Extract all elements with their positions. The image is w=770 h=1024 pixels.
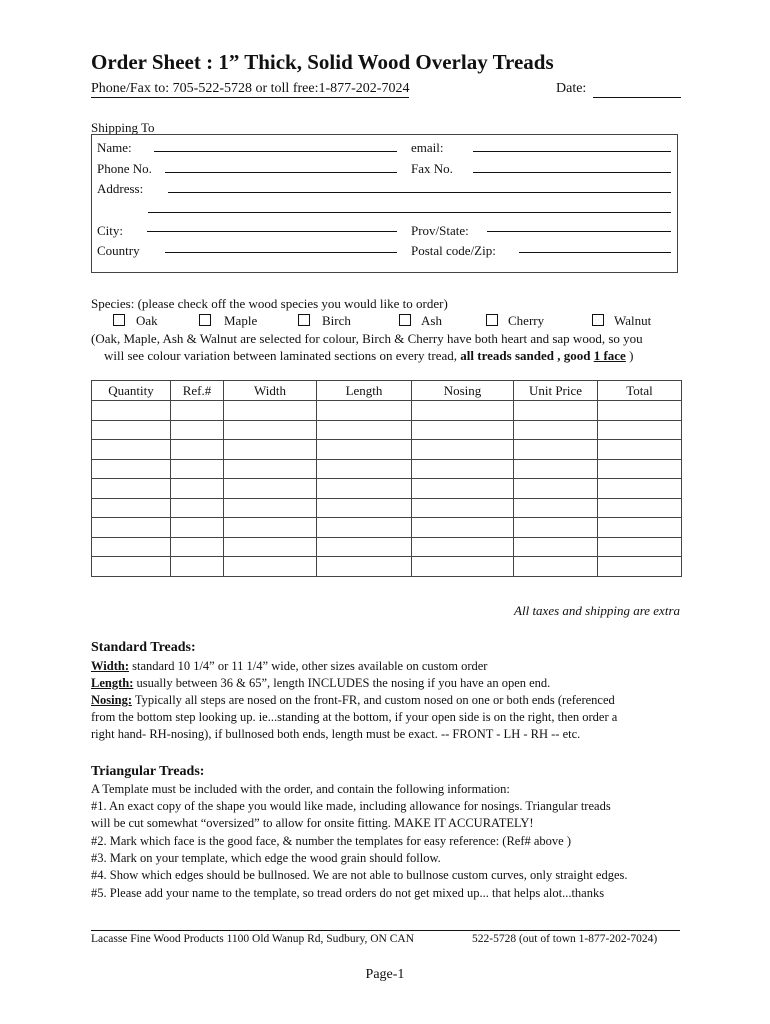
checkbox-oak[interactable] [113,314,125,326]
postal-label: Postal code/Zip: [411,243,496,258]
postal-field[interactable] [519,252,671,253]
column-header-ref: Ref.# [171,381,224,401]
table-cell[interactable] [598,459,682,479]
table-cell[interactable] [514,537,598,557]
table-cell[interactable] [224,498,317,518]
length-text: usually between 36 & 65”, length INCLUDES the nosing if you have an open end. [133,676,551,690]
table-cell[interactable] [412,440,514,460]
city-label: City: [97,223,124,238]
table-cell[interactable] [514,498,598,518]
species-label-birch: Birch [322,313,351,328]
table-row [92,498,682,518]
table-cell[interactable] [92,459,171,479]
footer-company: Lacasse Fine Wood Products 1100 Old Wanup Rd, Sudbury, ON CAN [91,933,415,945]
table-cell[interactable] [412,401,514,421]
table-header-row [92,381,682,401]
table-cell[interactable] [92,420,171,440]
table-cell[interactable] [92,518,171,538]
table-row [92,459,682,479]
table-cell[interactable] [598,537,682,557]
triangular-line: #3. Mark on your template, which edge the wood grain should follow. [91,851,441,865]
city-field[interactable] [147,231,397,232]
checkbox-walnut[interactable] [592,314,604,326]
table-cell[interactable] [317,557,412,577]
address-label: Address: [97,181,144,196]
table-cell[interactable] [412,498,514,518]
standard-line-5: right hand- RH-nosing), if bullnosed both ends, length must be exact. -- FRONT - LH - RH -- etc. [91,727,581,741]
species-label-maple: Maple [224,313,258,328]
table-cell[interactable] [224,557,317,577]
table-cell[interactable] [92,537,171,557]
table-cell[interactable] [224,459,317,479]
country-label: Country [97,243,140,258]
table-cell[interactable] [412,479,514,499]
checkbox-ash[interactable] [399,314,411,326]
email-label: email: [411,140,444,155]
table-cell[interactable] [171,420,224,440]
footer-phone: 522-5728 (out of town 1-877-202-7024) [472,933,658,945]
species-label-cherry: Cherry [508,313,545,328]
table-cell[interactable] [92,401,171,421]
table-cell[interactable] [317,537,412,557]
column-header-length: Length [317,381,412,401]
table-row [92,401,682,421]
table-row [92,420,682,440]
nosing-text: Typically all steps are nosed on the front-FR, and custom nosed on one or both ends (referenced [131,693,615,707]
species-note-end: ) [629,348,634,363]
table-cell[interactable] [412,557,514,577]
table-cell[interactable] [224,401,317,421]
table-cell[interactable] [598,557,682,577]
table-cell[interactable] [171,401,224,421]
prov-field[interactable] [487,231,671,232]
table-row [92,537,682,557]
phone-label: Phone No. [97,161,152,176]
column-header-total: Total [598,381,682,401]
table-cell[interactable] [92,479,171,499]
table-cell[interactable] [317,440,412,460]
standard-treads-heading: Standard Treads: [91,640,196,655]
width-text: standard 10 1/4” or 11 1/4” wide, other sizes available on custom order [128,659,488,673]
species-note-line2 [104,348,633,364]
fax-field[interactable] [473,172,671,173]
email-field[interactable] [473,151,671,152]
table-cell[interactable] [171,479,224,499]
table-cell[interactable] [171,440,224,460]
table-cell[interactable] [598,518,682,538]
triangular-treads-heading: Triangular Treads: [91,764,205,779]
fax-label: Fax No. [411,161,453,176]
table-cell[interactable] [171,537,224,557]
table-cell[interactable] [514,420,598,440]
table-cell[interactable] [317,401,412,421]
triangular-line: A Template must be included with the order, and contain the following information: [91,782,510,796]
table-row [92,479,682,499]
table-cell[interactable] [224,518,317,538]
prov-label: Prov/State: [411,223,469,238]
table-cell[interactable] [92,557,171,577]
table-cell[interactable] [514,557,598,577]
country-field[interactable] [165,252,397,253]
table-cell[interactable] [224,479,317,499]
contact-phone: Phone/Fax to: 705-522-5728 or toll free:1-877-202-7024 [91,81,410,96]
species-note-text: will see colour variation between laminated sections on every tread, [104,348,458,363]
species-note-bold: all treads sanded , good [460,348,591,363]
table-cell[interactable] [317,459,412,479]
name-field[interactable] [154,151,397,152]
standard-width-line [91,658,487,675]
checkbox-birch[interactable] [298,314,310,326]
table-cell[interactable] [412,537,514,557]
species-note-line1: (Oak, Maple, Ash & Walnut are selected for colour, Birch & Cherry have both heart and sap wood, so you [91,331,643,346]
table-cell[interactable] [317,479,412,499]
table-cell[interactable] [171,518,224,538]
width-term: Width: [91,659,129,673]
table-cell[interactable] [171,498,224,518]
triangular-line: #5. Please add your name to the template, so tread orders do not get mixed up... that helps alot...thanks [91,886,605,900]
table-row [92,557,682,577]
order-table [91,380,682,577]
table-cell[interactable] [514,459,598,479]
footer-divider [91,930,680,931]
page-number: Page-1 [365,967,405,982]
date-field[interactable] [593,97,681,98]
length-term: Length: [91,676,134,690]
table-cell[interactable] [598,498,682,518]
table-cell[interactable] [598,420,682,440]
table-cell[interactable] [514,479,598,499]
name-label: Name: [97,140,132,155]
checkbox-maple[interactable] [199,314,211,326]
table-row [92,518,682,538]
table-cell[interactable] [171,557,224,577]
column-header-unit-price: Unit Price [514,381,598,401]
table-cell[interactable] [92,498,171,518]
column-header-quantity: Quantity [92,381,171,401]
table-row [92,440,682,460]
table-cell[interactable] [317,420,412,440]
species-label-ash: Ash [421,313,442,328]
standard-nosing-line [91,692,615,709]
column-header-nosing: Nosing [412,381,514,401]
triangular-line: #2. Mark which face is the good face, & number the templates for easy reference: (Ref# above ) [91,834,572,848]
table-cell[interactable] [171,459,224,479]
table-cell[interactable] [224,420,317,440]
table-cell[interactable] [598,479,682,499]
triangular-line: will be cut somewhat “oversized” to allow for onsite fitting. MAKE IT ACCURATELY! [91,816,534,830]
table-cell[interactable] [514,440,598,460]
tax-note: All taxes and shipping are extra [514,603,680,618]
species-prompt: Species: (please check off the wood species you would like to order) [91,296,448,311]
phone-field[interactable] [165,172,397,173]
table-cell[interactable] [598,401,682,421]
column-header-width: Width [224,381,317,401]
page-title: Order Sheet : 1” Thick, Solid Wood Overlay Treads [91,50,554,74]
species-label-oak: Oak [136,313,158,328]
triangular-line: #1. An exact copy of the shape you would like made, including allowance for nosings. Triangular treads [91,799,611,813]
table-cell[interactable] [598,440,682,460]
table-cell[interactable] [514,518,598,538]
nosing-term: Nosing: [91,693,132,707]
table-cell[interactable] [412,459,514,479]
table-cell[interactable] [92,440,171,460]
address-field-2[interactable] [148,212,671,213]
standard-line-4: from the bottom step looking up. ie...standing at the bottom, if your open side is on the right, then order a [91,710,618,724]
table-cell[interactable] [412,420,514,440]
table-cell[interactable] [412,518,514,538]
table-cell[interactable] [224,537,317,557]
shipping-label: Shipping To [91,120,155,135]
table-cell[interactable] [317,518,412,538]
table-cell[interactable] [317,498,412,518]
date-label: Date: [556,81,587,96]
species-label-walnut: Walnut [614,313,652,328]
checkbox-cherry[interactable] [486,314,498,326]
triangular-line: #4. Show which edges should be bullnosed. We are not able to bullnose custom curves, only straight edges. [91,868,628,882]
table-cell[interactable] [514,401,598,421]
table-cell[interactable] [224,440,317,460]
address-field-1[interactable] [168,192,671,193]
standard-length-line [91,675,550,692]
species-note-underline: 1 face [593,348,626,363]
